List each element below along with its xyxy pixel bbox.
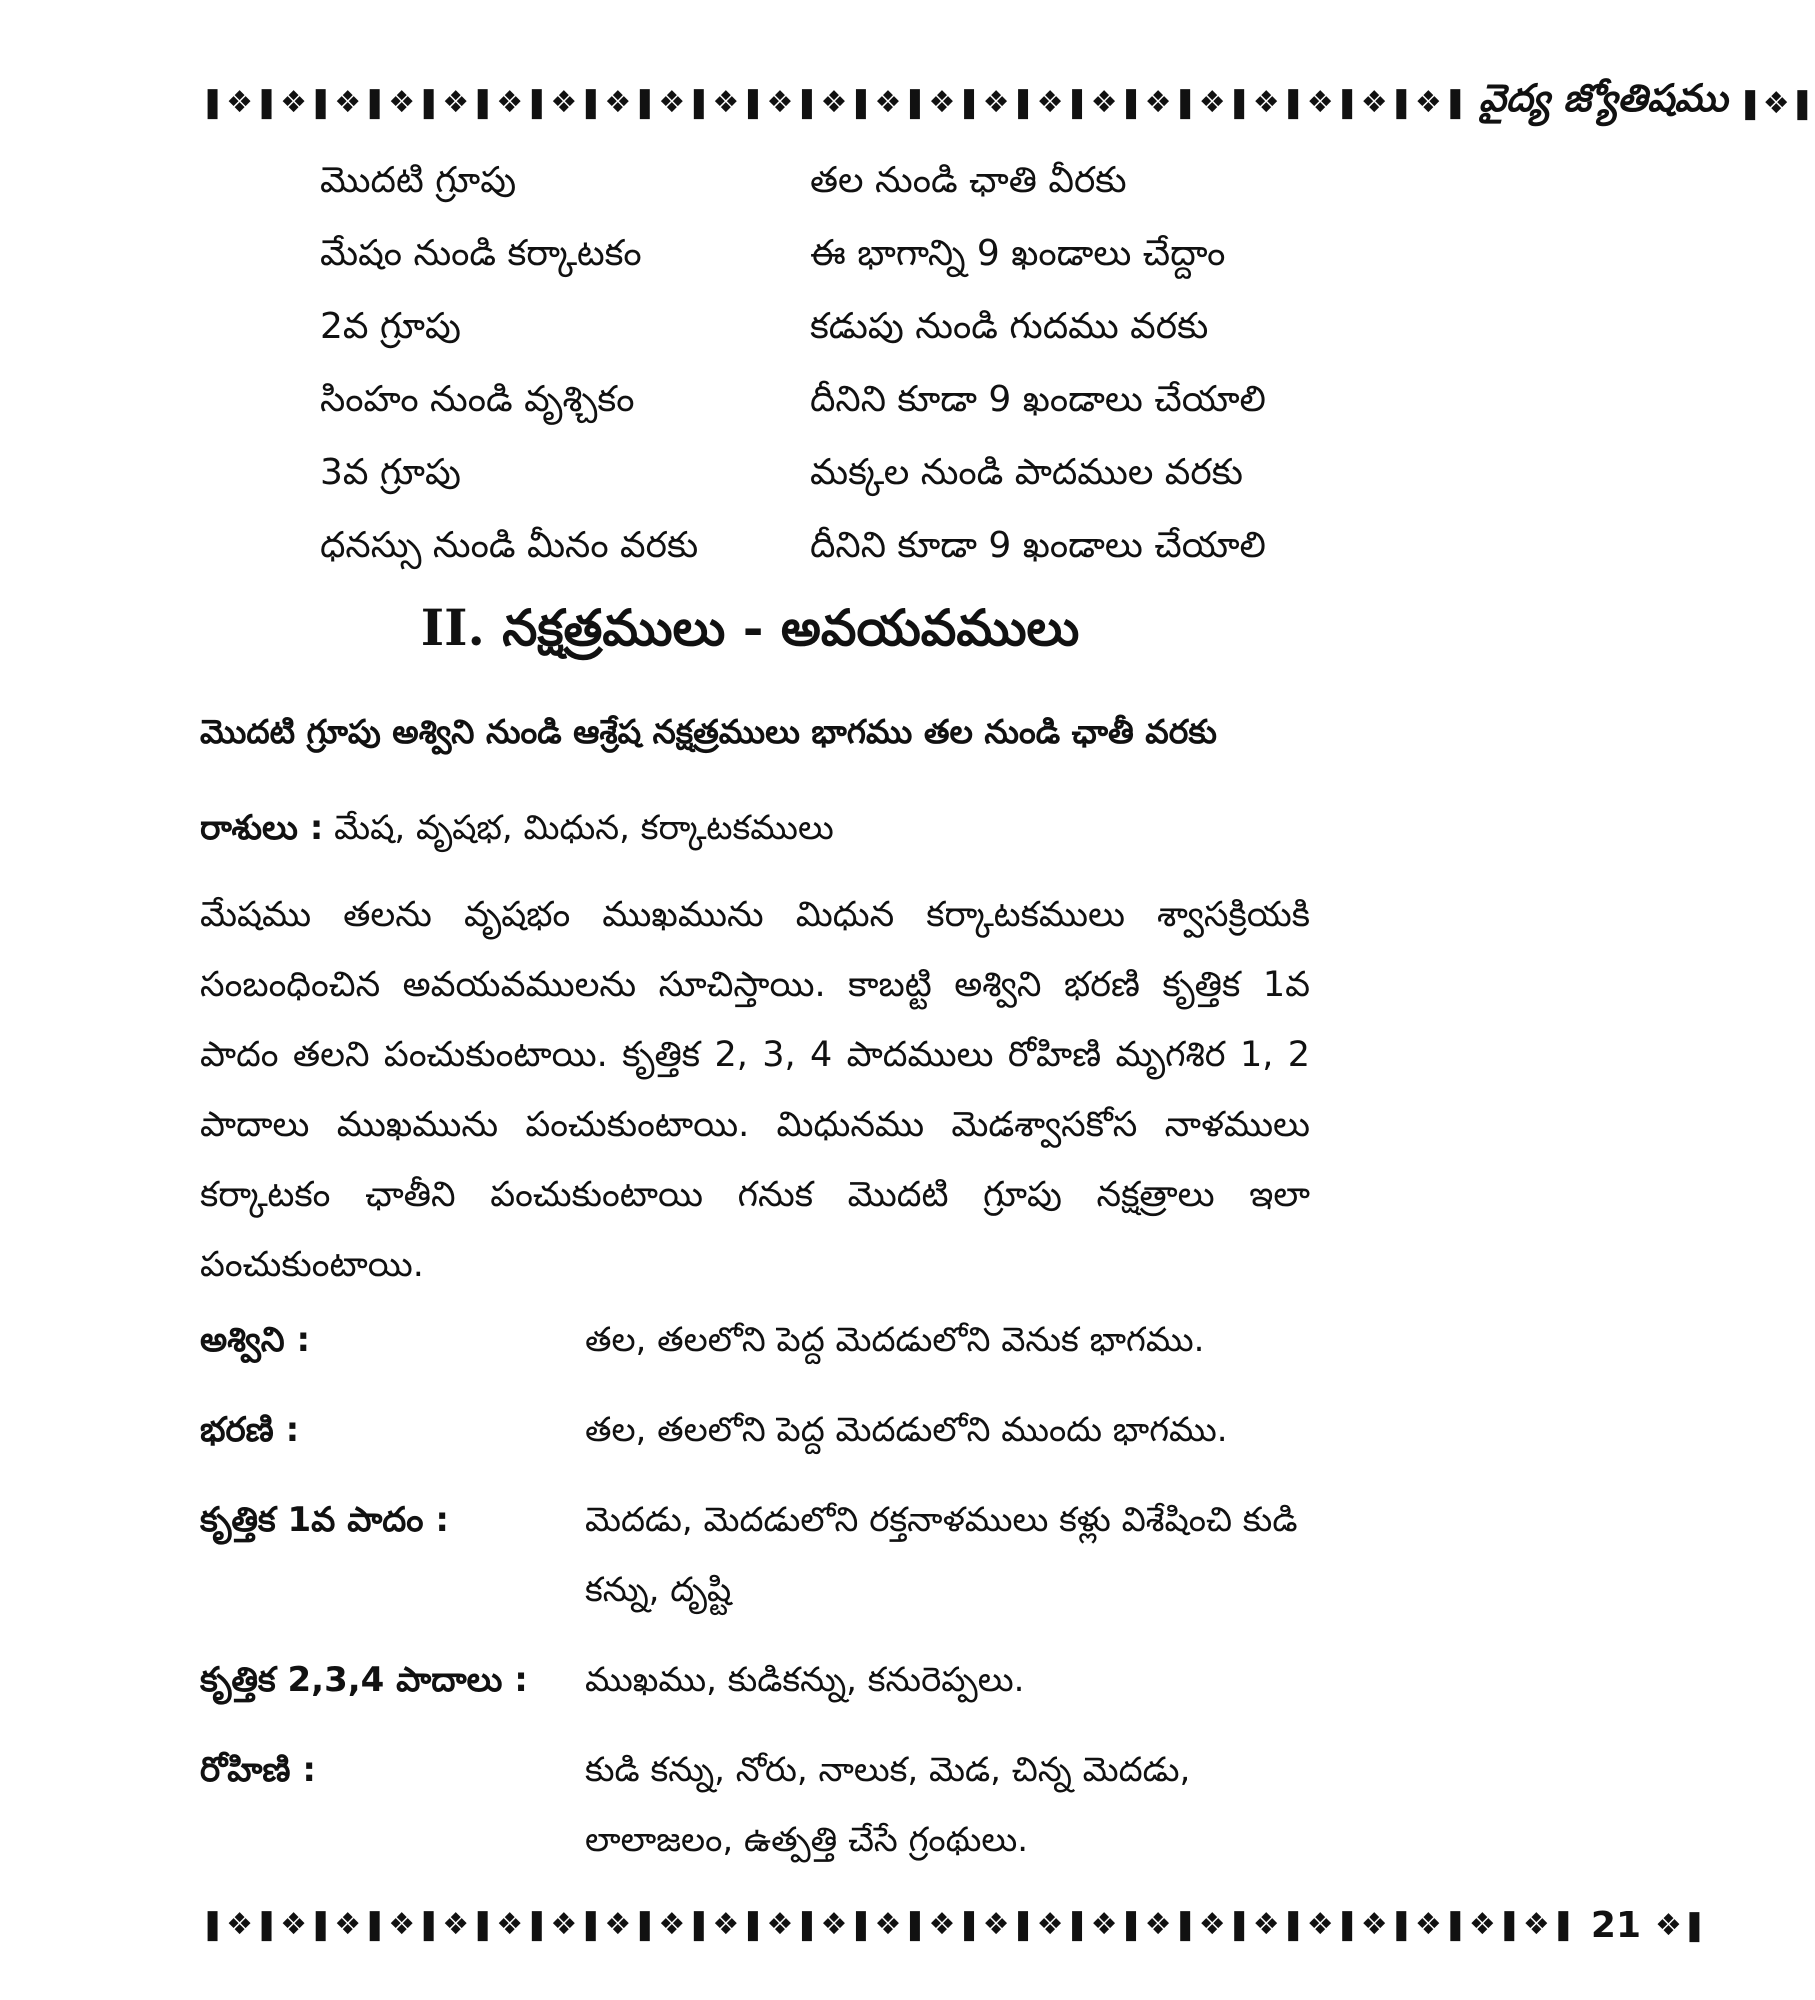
nakshatra-label: కృత్తిక 2,3,4 పాదాలు :	[200, 1660, 528, 1700]
nakshatra-desc: ముఖము, కుడికన్ను, కనురెప్పలు.	[585, 1660, 1025, 1700]
group-left: సింహం నుండి వృశ్చికం	[320, 378, 635, 420]
nakshatra-desc: మెదడు, మెదడులోని రక్తనాళములు కళ్లు విశేషించి కుడి కన్ను, దృష్టి	[585, 1500, 1298, 1610]
footer-ornament: ❚❖❚❖❚❖❚❖❚❖❚❖❚❖❚❖❚❖❚❖❚❖❚❖❚❖❚❖❚❖❚❖❚❖❚❖❚❖❚❖❚❖❚❖❚❖❚❖❚❖❚	[200, 1907, 1577, 1942]
group-row	[320, 294, 1310, 367]
nakshatra-label: అశ్విని :	[200, 1320, 311, 1360]
rashulu-label: రాశులు :	[200, 808, 324, 848]
rashulu-value: మేష, వృషభ, మిధున, కర్కాటకములు	[334, 808, 834, 848]
rashulu-line	[200, 808, 1310, 856]
group-right: ఈ భాగాన్ని 9 ఖండాలు చేద్దాం	[810, 232, 1226, 274]
group-row	[320, 367, 1310, 440]
nakshatra-list	[200, 1305, 1310, 1895]
nakshatra-row	[200, 1485, 1310, 1625]
header-ornament: ❚❖❚❖❚❖❚❖❚❖❚❖❚❖❚❖❚❖❚❖❚❖❚❖❚❖❚❖❚❖❚❖❚❖❚❖❚❖❚❖❚❖❚❖❚❖❚	[200, 85, 1469, 120]
header-ornament-tail: ❚❖❚	[1737, 85, 1815, 121]
page-header	[200, 76, 1815, 128]
group-left: 2వ గ్రూపు	[320, 305, 461, 347]
group-left: మేషం నుండి కర్కాటకం	[320, 232, 642, 274]
nakshatra-desc: తల, తలలోని పెద్ద మెదడులోని వెనుక భాగము.	[585, 1320, 1205, 1360]
group-right: దీనిని కూడా 9 ఖండాలు చేయాలి	[810, 378, 1266, 420]
group-table	[320, 148, 1310, 586]
nakshatra-row	[200, 1735, 1310, 1875]
group-right: మక్కల నుండి పాదముల వరకు	[810, 451, 1243, 493]
body-paragraph: మేషము తలను వృషభం ముఖమును మిధున కర్కాటకములు శ్వాసక్రియకి సంబంధించిన అవయవములను సూచిస్తాయి. కాబట్టి అశ్విని భరణి కృత్తిక 1వ పాదం తలని పంచుకుంటాయి. కృత్తిక 2, 3, 4 పాదములు రోహిణి మృగశిర 1, 2 పాదాలు ముఖమును పంచుకుంటాయి. మిధునము మెడశ్వాసకోస నాళములు కర్కాటకం ఛాతీని పంచుకుంటాయి గనుక మొదటి గ్రూపు నక్షత్రాలు ఇలా పంచుకుంటాయి.	[200, 895, 1310, 1285]
group-row	[320, 221, 1310, 294]
page-number: 21	[1590, 1904, 1642, 1946]
nakshatra-label: భరణి :	[200, 1410, 300, 1450]
nakshatra-row	[200, 1645, 1310, 1715]
group-row	[320, 440, 1310, 513]
group-right: తల నుండి ఛాతి వీరకు	[810, 159, 1127, 201]
group-row	[320, 513, 1310, 586]
nakshatra-label: రోహిణి :	[200, 1750, 316, 1790]
running-title: వైద్య జ్యోతిషము	[1478, 76, 1728, 120]
nakshatra-desc: తల, తలలోని పెద్ద మెదడులోని ముందు భాగము.	[585, 1410, 1228, 1450]
group-row	[320, 148, 1310, 221]
group-left: ధనస్సు నుండి మీనం వరకు	[320, 524, 699, 566]
group-left: 3వ గ్రూపు	[320, 451, 461, 493]
group-right: దీనిని కూడా 9 ఖండాలు చేయాలి	[810, 524, 1266, 566]
nakshatra-row	[200, 1305, 1310, 1375]
nakshatra-desc: కుడి కన్ను, నోరు, నాలుక, మెడ, చిన్న మెదడు, లాలాజలం, ఉత్పత్తి చేసే గ్రంథులు.	[585, 1750, 1191, 1860]
group-right: కడుపు నుండి గుదము వరకు	[810, 305, 1209, 347]
nakshatra-row	[200, 1395, 1310, 1465]
group-left: మొదటి గ్రూపు	[320, 159, 517, 201]
section-heading: II. నక్షత్రములు - అవయవములు	[420, 598, 1080, 657]
nakshatra-label: కృత్తిక 1వ పాదం :	[200, 1500, 449, 1540]
footer-ornament-tail: ❖❚	[1655, 1907, 1708, 1943]
page-footer	[200, 1900, 1708, 1950]
intro-line: మొదటి గ్రూపు అశ్విని నుండి ఆశ్రేష నక్షత్రములు భాగము తల నుండి ఛాతీ వరకు	[200, 712, 1217, 751]
